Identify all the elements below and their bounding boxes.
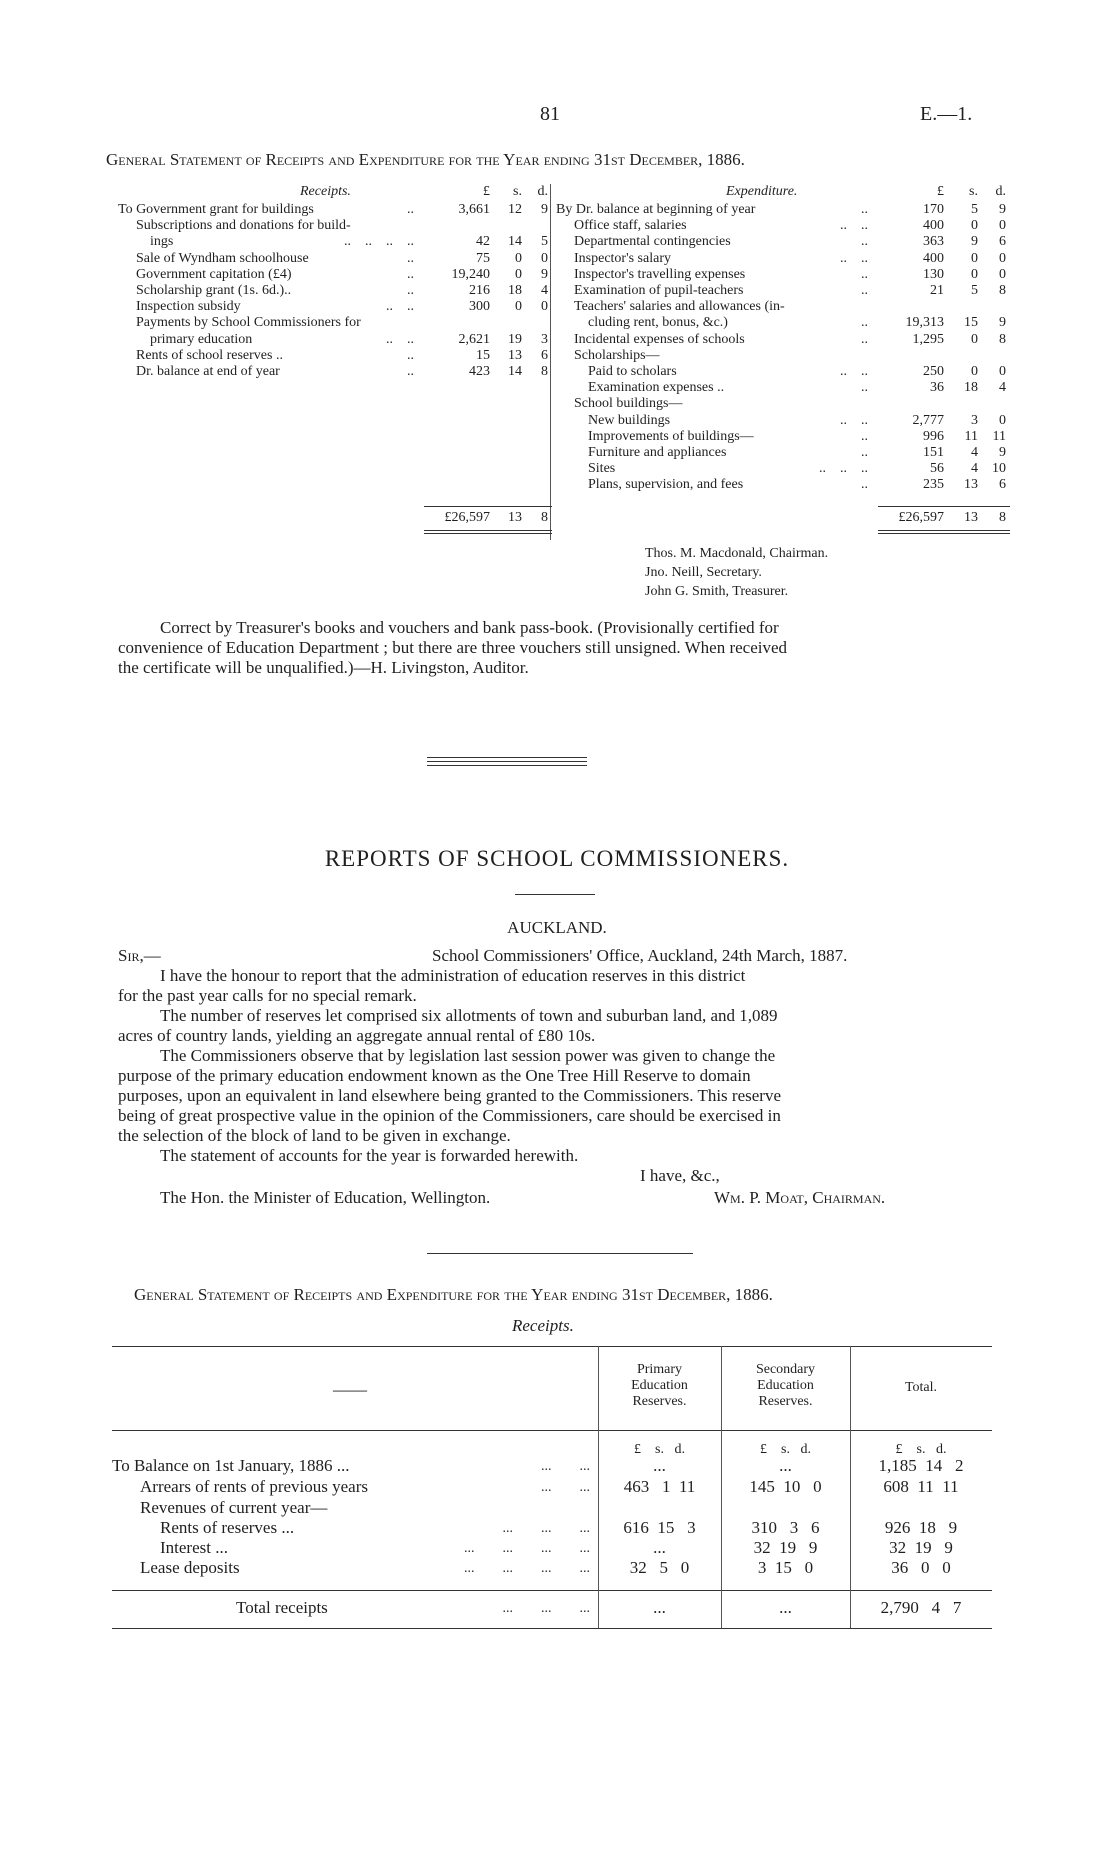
amount-s: 11	[964, 428, 978, 444]
ledger-label: cluding rent, bonus, &c.)	[588, 315, 728, 331]
paragraph-line: being of great prospective value in the opinion of the Commissioners, care should be exercised in	[118, 1106, 781, 1125]
amount-d: 6	[541, 347, 548, 363]
amount-l: 363	[923, 234, 944, 250]
amount-d: 0	[999, 412, 1006, 428]
amount-s: 14	[508, 234, 522, 250]
receipts-heading: Receipts.	[300, 184, 351, 199]
closing: I have, &c.,	[640, 1166, 720, 1185]
leader-dots: ..	[861, 202, 868, 217]
leader-dots: ..	[407, 283, 414, 298]
ledger-label: Inspection subsidy	[136, 299, 241, 315]
table-top-rule	[112, 1346, 992, 1347]
audit-note-line-3: the certificate will be unqualified.)—H. Livingston, Auditor.	[118, 658, 529, 677]
amount-d: 3	[541, 331, 548, 347]
ledger-label: New buildings	[588, 412, 671, 428]
salutation: Sir,—	[118, 946, 161, 965]
amount-d: 8	[999, 283, 1006, 298]
amount-s: 0	[971, 331, 978, 347]
total-rule	[424, 506, 552, 507]
page-number: 81	[540, 103, 560, 125]
leader-dots: ... ...	[541, 1459, 590, 1474]
column-head: s.	[969, 184, 978, 199]
table-cell-secondary: 32 19 9	[753, 1538, 818, 1557]
amount-l: 996	[923, 428, 944, 444]
ledger-label: Departmental contingencies	[574, 234, 731, 250]
reports-heading: REPORTS OF SCHOOL COMMISSIONERS.	[324, 846, 790, 871]
ledger-label: ings	[150, 234, 174, 250]
amount-d: 4	[541, 283, 548, 298]
section-divider	[427, 1253, 693, 1254]
amount-l: 216	[469, 283, 490, 298]
leader-dots: ..	[407, 266, 414, 282]
table-total-rule	[112, 1590, 992, 1591]
ledger-label: Payments by School Commissioners for	[136, 315, 361, 331]
signer: Wm. P. Moat, Chairman.	[714, 1188, 886, 1207]
ledger-label: Plans, supervision, and fees	[588, 477, 744, 493]
addressee: The Hon. the Minister of Education, Wellington.	[160, 1188, 491, 1207]
amount-s: 4	[971, 461, 978, 477]
table-cell-total: 1,185 14 2	[878, 1456, 964, 1475]
table-cell-secondary: ...	[779, 1456, 792, 1475]
heading-rule	[515, 894, 595, 895]
ledger-label: Sale of Wyndham schoolhouse	[136, 250, 309, 266]
statement1-title: General Statement of Receipts and Expenditure for the Year ending 31st December, 1886.	[106, 150, 745, 169]
paragraph-line: I have the honour to report that the administration of education reserves in this district	[160, 966, 746, 985]
paragraph-line: the selection of the block of land to be given in exchange.	[118, 1126, 511, 1145]
double-rule	[878, 533, 1010, 534]
expenditure-table	[556, 184, 1006, 544]
table-cell-secondary: 145 10 0	[749, 1477, 822, 1496]
ledger-label: Inspector's salary	[574, 250, 671, 266]
double-rule	[424, 533, 552, 534]
total-cell-total: 2,790 4 7	[880, 1598, 962, 1617]
ledger-label: Sites	[588, 461, 616, 477]
ledger-label: Paid to scholars	[588, 364, 677, 379]
ledger-label: Furniture and appliances	[588, 445, 727, 460]
amount-s: 13	[508, 347, 522, 363]
amount-d: 9	[999, 202, 1006, 217]
table-cell-primary: 616 15 3	[623, 1518, 696, 1537]
amount-s: 14	[508, 364, 522, 379]
section-divider	[427, 765, 587, 766]
total-rule	[878, 506, 1010, 507]
leader-dots: ... ... ... ...	[464, 1541, 590, 1556]
amount-s: 0	[515, 250, 522, 266]
leader-dots: ..	[861, 234, 868, 250]
amount-d: 9	[999, 315, 1006, 331]
leader-dots: ..	[861, 331, 868, 347]
ledger-label: Examination of pupil-teachers	[574, 283, 744, 298]
total-units: £ s. d.	[895, 1442, 947, 1457]
leader-dots: ..	[861, 477, 868, 493]
column-divider	[550, 184, 551, 540]
table-cell-secondary: 3 15 0	[757, 1558, 814, 1577]
leader-dots: ... ...	[541, 1480, 590, 1495]
amount-l: 2,777	[912, 412, 944, 428]
primary-units: £ s. d.	[634, 1442, 685, 1457]
ledger-label: Scholarships—	[574, 347, 660, 363]
total-l: £26,597	[444, 510, 490, 525]
leader-dots: .. ..	[386, 331, 414, 347]
statement2-title: General Statement of Receipts and Expenditure for the Year ending 31st December, 1886.	[134, 1285, 773, 1304]
amount-l: 250	[923, 364, 944, 379]
secondary-header-line-2: Education	[757, 1378, 814, 1393]
amount-l: 36	[930, 380, 944, 396]
amount-d: 6	[999, 477, 1006, 493]
leader-dots: ... ... ...	[502, 1521, 590, 1536]
table-cell-primary: 32 5 0	[629, 1558, 690, 1577]
amount-s: 0	[515, 299, 522, 315]
leader-dots: .. ..	[840, 412, 868, 428]
signature-secretary: Jno. Neill, Secretary.	[645, 565, 762, 580]
table-row-label: To Balance on 1st January, 1886 ...	[112, 1456, 350, 1475]
amount-d: 8	[541, 364, 548, 379]
table-cell-total: 608 11 11	[883, 1477, 959, 1496]
double-rule	[424, 530, 552, 531]
amount-d: 4	[999, 380, 1006, 396]
amount-d: 9	[541, 266, 548, 282]
amount-l: 235	[923, 477, 944, 493]
amount-l: 151	[923, 445, 944, 460]
ledger-label: Improvements of buildings—	[588, 428, 754, 444]
total-s: 13	[508, 510, 522, 525]
total-row-label: Total receipts	[236, 1598, 328, 1617]
amount-d: 9	[999, 445, 1006, 460]
amount-d: 6	[999, 234, 1006, 250]
ledger-label: By Dr. balance at beginning of year	[556, 202, 756, 217]
total-l: £26,597	[898, 510, 944, 525]
amount-l: 15	[476, 347, 490, 363]
amount-s: 3	[971, 412, 978, 428]
amount-s: 12	[508, 202, 522, 217]
section-divider	[427, 761, 587, 762]
ledger-label: Subscriptions and donations for build-	[136, 218, 351, 234]
amount-d: 9	[541, 202, 548, 217]
ledger-label: Teachers' salaries and allowances (in-	[574, 299, 785, 315]
amount-d: 0	[541, 299, 548, 315]
amount-l: 3,661	[458, 202, 490, 217]
leader-dots: .. ..	[840, 364, 868, 379]
ledger-label: To Government grant for buildings	[118, 202, 314, 217]
amount-s: 18	[964, 380, 978, 396]
leader-dots: ... ... ...	[502, 1601, 590, 1616]
total-d: 8	[541, 510, 548, 525]
amount-d: 10	[992, 461, 1006, 477]
signature-chairman: Thos. M. Macdonald, Chairman.	[645, 546, 829, 561]
table-cell-primary: ...	[653, 1538, 666, 1557]
double-rule	[878, 530, 1010, 531]
statement2-subtitle: Receipts.	[512, 1316, 574, 1335]
secondary-units: £ s. d.	[760, 1442, 811, 1457]
amount-s: 18	[508, 283, 522, 298]
leader-dots: ..	[407, 202, 414, 217]
ledger-label: primary education	[150, 331, 253, 347]
amount-s: 0	[971, 364, 978, 379]
leader-dots: .. ..	[386, 299, 414, 315]
amount-l: 56	[930, 461, 944, 477]
amount-s: 19	[508, 331, 522, 347]
amount-l: 423	[469, 364, 490, 379]
amount-d: 0	[999, 250, 1006, 266]
amount-s: 4	[971, 445, 978, 460]
amount-s: 5	[971, 202, 978, 217]
table-cell-primary: ...	[653, 1456, 666, 1475]
amount-d: 5	[541, 234, 548, 250]
ledger-label: Incidental expenses of schools	[574, 331, 745, 347]
leader-dots: ..	[861, 428, 868, 444]
paragraph-line: The statement of accounts for the year is forwarded herewith.	[160, 1146, 579, 1165]
ledger-label: Office staff, salaries	[574, 218, 687, 234]
ledger-label: Government capitation (£4)	[136, 266, 292, 282]
total-header: Total.	[904, 1380, 938, 1395]
receipts-table	[118, 184, 548, 544]
amount-s: 15	[964, 315, 978, 331]
amount-l: 19,313	[905, 315, 944, 331]
table-cell-total: 32 19 9	[889, 1538, 953, 1557]
primary-header-line-1: Primary	[636, 1362, 683, 1377]
paragraph-line: The Commissioners observe that by legislation last session power was given to change the	[160, 1046, 776, 1065]
table-cell-primary: 463 1 11	[623, 1477, 696, 1496]
label-column-header: ——	[333, 1380, 367, 1399]
leader-dots: ... ... ... ...	[464, 1561, 590, 1576]
amount-l: 400	[923, 250, 944, 266]
table-row-label: Interest ...	[160, 1538, 228, 1557]
signature-treasurer: John G. Smith, Treasurer.	[645, 584, 789, 599]
table-bottom-rule	[112, 1628, 992, 1629]
leader-dots: ..	[861, 283, 868, 298]
table-row-label: Arrears of rents of previous years	[140, 1477, 368, 1496]
table-row-label: Revenues of current year—	[140, 1498, 328, 1517]
paragraph-line: The number of reserves let comprised six allotments of town and suburban land, and 1,089	[160, 1006, 778, 1025]
leader-dots: ..	[407, 250, 414, 266]
leader-dots: ..	[861, 315, 868, 331]
primary-header-line-2: Education	[631, 1378, 688, 1393]
total-cell-secondary: ...	[779, 1598, 792, 1617]
table-cell-total: 926 18 9	[884, 1518, 958, 1537]
amount-s: 0	[971, 218, 978, 234]
amount-l: 400	[923, 218, 944, 234]
leader-dots: .. .. ..	[819, 461, 868, 477]
ledger-label: Examination expenses ..	[588, 380, 725, 396]
amount-l: 21	[930, 283, 944, 298]
secondary-header-line-3: Reserves.	[758, 1394, 813, 1409]
amount-l: 1,295	[912, 331, 944, 347]
amount-s: 5	[971, 283, 978, 298]
amount-d: 11	[992, 428, 1006, 444]
office-line: School Commissioners' Office, Auckland, 24th March, 1887.	[432, 946, 848, 965]
table-cell-secondary: 310 3 6	[751, 1518, 820, 1537]
table-row-label: Rents of reserves ...	[160, 1518, 295, 1537]
audit-note-line-1: Correct by Treasurer's books and vouchers and bank pass-book. (Provisionally certified for	[160, 618, 779, 637]
leader-dots: ..	[407, 364, 414, 379]
ledger-label: Scholarship grant (1s. 6d.)..	[136, 283, 292, 298]
amount-d: 0	[999, 266, 1006, 282]
leader-dots: .. ..	[840, 218, 868, 234]
ledger-label: Dr. balance at end of year	[136, 364, 280, 379]
ledger-label: Rents of school reserves ..	[136, 347, 283, 363]
amount-d: 8	[999, 331, 1006, 347]
paragraph-line: purposes, upon an equivalent in land elsewhere being granted to the Commissioners. This reserve	[118, 1086, 781, 1105]
amount-d: 0	[541, 250, 548, 266]
audit-note-line-2: convenience of Education Department ; but there are three vouchers still unsigned. When received	[118, 638, 788, 657]
amount-l: 2,621	[458, 331, 490, 347]
amount-d: 0	[999, 364, 1006, 379]
amount-l: 42	[476, 234, 490, 250]
amount-l: 130	[923, 266, 944, 282]
leader-dots: ..	[861, 380, 868, 396]
paragraph-line: for the past year calls for no special remark.	[118, 986, 417, 1005]
total-d: 8	[999, 510, 1006, 525]
secondary-header-line-1: Secondary	[755, 1362, 816, 1377]
column-head: £	[483, 184, 490, 199]
total-cell-primary: ...	[653, 1598, 666, 1617]
leader-dots: ..	[407, 347, 414, 363]
paragraph-line: purpose of the primary education endowment known as the One Tree Hill Reserve to domain	[118, 1066, 751, 1085]
ledger-label: School buildings—	[574, 396, 683, 412]
leader-dots: ..	[861, 266, 868, 282]
leader-dots: .. .. .. ..	[344, 234, 414, 250]
document-reference: E.—1.	[920, 103, 973, 125]
leader-dots: .. ..	[840, 250, 868, 266]
paragraph-line: acres of country lands, yielding an aggregate annual rental of £80 10s.	[118, 1026, 596, 1045]
amount-s: 0	[971, 250, 978, 266]
amount-s: 9	[971, 234, 978, 250]
amount-s: 13	[964, 477, 978, 493]
column-head: d.	[995, 184, 1006, 199]
amount-l: 170	[923, 202, 944, 217]
column-head: s.	[513, 184, 522, 199]
amount-l: 75	[476, 250, 490, 266]
leader-dots: ..	[861, 445, 868, 460]
amount-s: 0	[971, 266, 978, 282]
total-s: 13	[964, 510, 978, 525]
amount-s: 0	[515, 266, 522, 282]
section-divider	[427, 757, 587, 758]
ledger-label: Inspector's travelling expenses	[574, 266, 746, 282]
amount-d: 0	[999, 218, 1006, 234]
expenditure-heading: Expenditure.	[726, 184, 798, 199]
column-head: £	[937, 184, 944, 199]
region-heading: AUCKLAND.	[507, 918, 607, 937]
amount-l: 300	[469, 299, 490, 315]
table-row-label: Lease deposits	[140, 1558, 240, 1577]
table-header-rule	[112, 1430, 992, 1431]
column-head: d.	[537, 184, 548, 199]
amount-l: 19,240	[451, 266, 490, 282]
primary-header-line-3: Reserves.	[632, 1394, 687, 1409]
table-cell-total: 36 0 0	[891, 1558, 951, 1577]
